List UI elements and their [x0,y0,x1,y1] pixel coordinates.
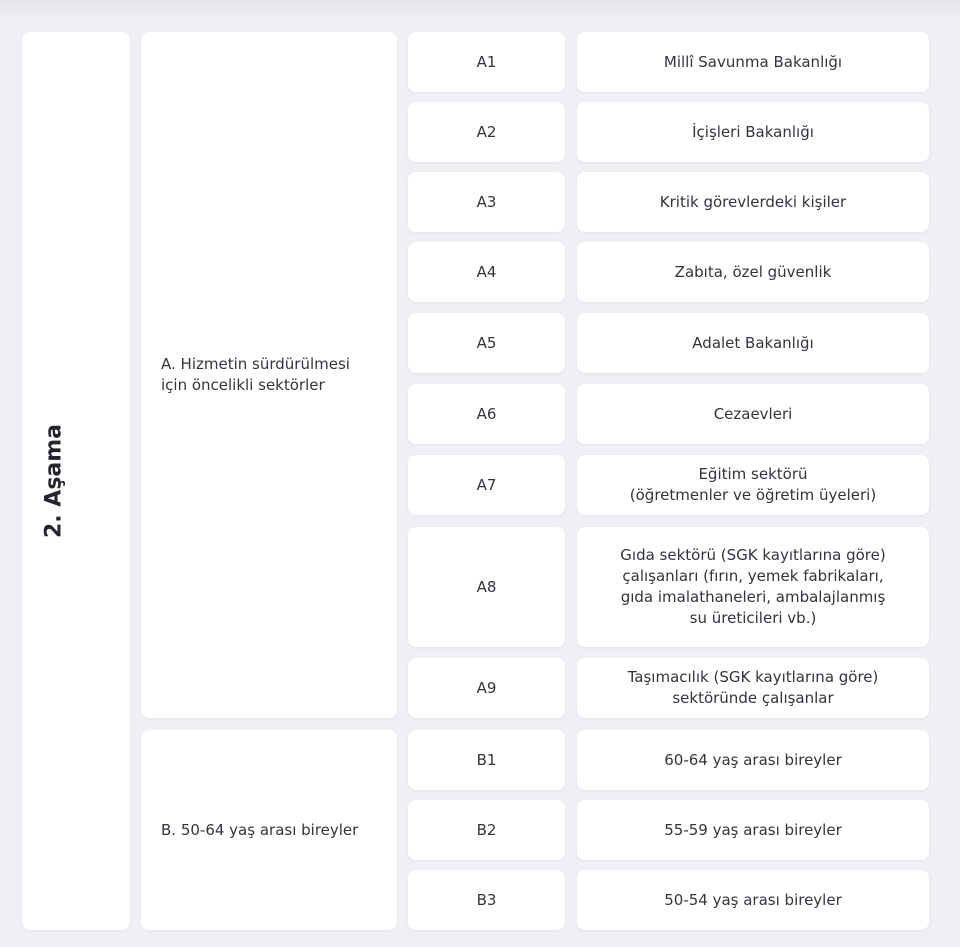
row-description-cell [577,32,929,92]
row-description-cell [577,172,929,232]
group-b-label: B. 50-64 yaş arası bireyler [161,820,359,839]
row-code: A7 [476,476,497,494]
row-code-cell [408,658,565,718]
row-code-cell [408,242,565,302]
row-code: B3 [476,891,497,909]
stage-column [22,32,130,930]
row-description: 50-54 yaş arası bireyler [664,890,842,909]
row-code-cell [408,313,565,373]
row-description-cell [577,102,929,162]
row-code: A4 [476,263,497,281]
row-code: A8 [476,578,497,596]
row-code: A5 [476,334,497,352]
row-description-cell [577,870,929,930]
row-description: Cezaevleri [713,404,793,423]
row-description: Kritik görevlerdeki kişiler [659,192,847,211]
row-code-cell [408,32,565,92]
row-code: A1 [476,53,497,71]
row-description: Taşımacılık (SGK kayıtlarına göre) sektöründe çalışanlar [627,668,879,707]
row-code: A3 [476,193,497,211]
row-description: 55-59 yaş arası bireyler [664,820,842,839]
row-code-cell [408,800,565,860]
row-description-cell [577,242,929,302]
group-a-label: A. Hizmetin sürdürülmesi için öncelikli sektörler [161,355,350,394]
row-code: B2 [476,821,497,839]
row-description: Eğitim sektörü (öğretmenler ve öğretim üyeleri) [629,465,877,504]
row-code: A6 [476,405,497,423]
row-code-cell [408,455,565,515]
row-description: Millî Savunma Bakanlığı [663,52,843,71]
row-description: İçişleri Bakanlığı [692,122,814,141]
row-description-cell [577,313,929,373]
row-description-cell [577,455,929,515]
group-a-cell [141,32,397,718]
row-description: 60-64 yaş arası bireyler [664,750,842,769]
stage-label: 2. Aşama [41,423,67,539]
row-description: Gıda sektörü (SGK kayıtlarına göre) çalışanları (fırın, yemek fabrikaları, gıda imalathaneleri, ambalajlanmış su üreticileri vb.) [620,546,886,627]
row-code: B1 [476,751,497,769]
row-code-cell [408,172,565,232]
top-fade [0,0,960,22]
row-code-cell [408,870,565,930]
row-code-cell [408,730,565,790]
row-code-cell [408,384,565,444]
row-code: A2 [476,123,497,141]
row-description-cell [577,384,929,444]
row-description: Zabıta, özel güvenlik [674,262,832,281]
row-code-cell [408,102,565,162]
row-description: Adalet Bakanlığı [692,333,814,352]
row-code-cell [408,527,565,647]
row-code: A9 [476,679,497,697]
row-description-cell [577,658,929,718]
row-description-cell [577,800,929,860]
group-b-cell [141,730,397,930]
row-description-cell [577,730,929,790]
row-description-cell [577,527,929,647]
